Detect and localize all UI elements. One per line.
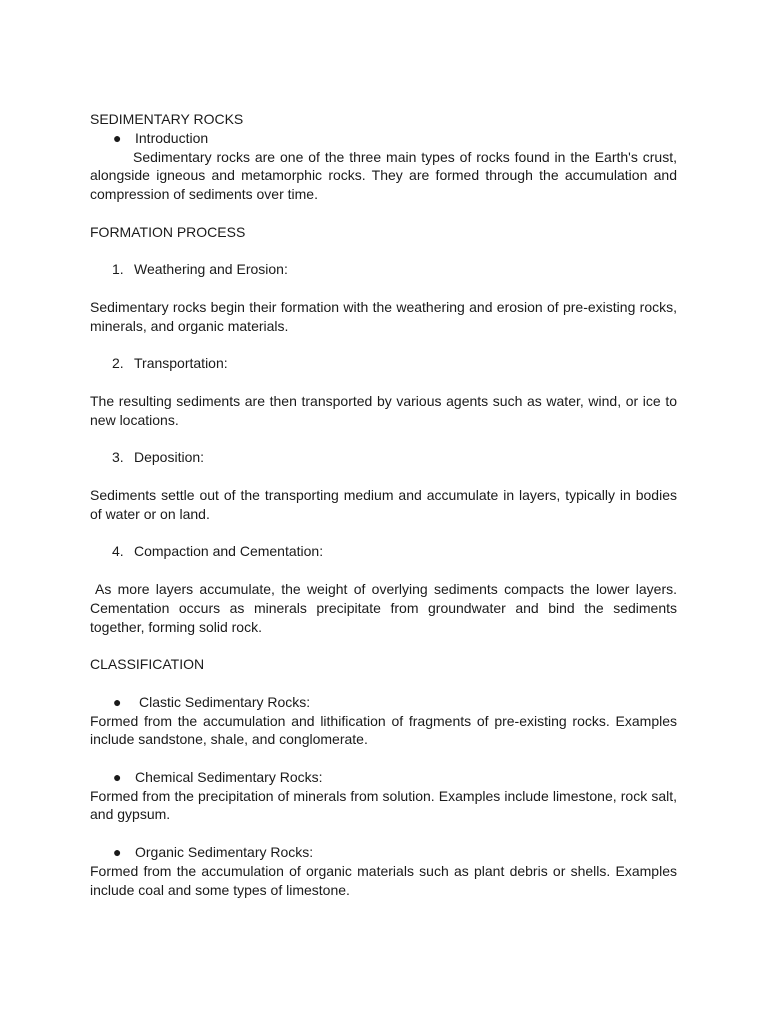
step-paragraph: As more layers accumulate, the weight of overlying sediments compacts the lower layers. Cementation occurs as minerals precipitate from groundwater and bind the sediments together, forming solid rock. bbox=[90, 580, 677, 635]
formation-heading: FORMATION PROCESS bbox=[90, 223, 246, 240]
step-title bbox=[90, 542, 677, 561]
step-title bbox=[90, 260, 677, 279]
class-item-paragraph: Formed from the accumulation of organic materials such as plant debris or shells. Examples include coal and some types of limestone. bbox=[90, 862, 677, 898]
bullet-icon: ● bbox=[113, 768, 122, 785]
step-paragraph: The resulting sediments are then transported by various agents such as water, wind, or ice to new locations. bbox=[90, 392, 677, 428]
step-number: 3. bbox=[112, 449, 124, 466]
bullet-icon: ● bbox=[113, 844, 122, 861]
class-item-title bbox=[90, 768, 677, 787]
step-label: Weathering and Erosion: bbox=[134, 261, 288, 278]
step-title bbox=[90, 354, 677, 373]
document-body bbox=[90, 110, 677, 899]
step-label: Transportation: bbox=[134, 355, 228, 372]
step-number: 2. bbox=[112, 355, 124, 372]
class-item-title bbox=[90, 693, 677, 712]
intro-paragraph: Sedimentary rocks are one of the three main types of rocks found in the Earth's crust, alongside igneous and metamorphic rocks. They are formed through the accumulation and compression of sediments over time. bbox=[90, 148, 677, 203]
step-number: 4. bbox=[112, 543, 124, 560]
intro-label: Introduction bbox=[135, 129, 209, 146]
step-title bbox=[90, 448, 677, 467]
page-title: SEDIMENTARY ROCKS bbox=[90, 111, 244, 127]
class-item-paragraph: Formed from the precipitation of minerals from solution. Examples include limestone, rock salt, and gypsum. bbox=[90, 787, 677, 823]
step-paragraph: Sediments settle out of the transporting medium and accumulate in layers, typically in bodies of water or on land. bbox=[90, 486, 677, 522]
step-label: Compaction and Cementation: bbox=[134, 543, 324, 560]
intro-bullet-item bbox=[90, 129, 677, 148]
step-paragraph: Sedimentary rocks begin their formation with the weathering and erosion of pre-existing rocks, minerals, and organic materials. bbox=[90, 298, 677, 334]
class-item-paragraph: Formed from the accumulation and lithification of fragments of pre-existing rocks. Examples include sandstone, shale, and conglomerate. bbox=[90, 712, 677, 748]
bullet-icon: ● bbox=[113, 693, 122, 710]
classification-heading: CLASSIFICATION bbox=[90, 656, 205, 673]
step-number: 1. bbox=[112, 261, 124, 278]
class-item-title bbox=[90, 843, 677, 862]
step-label: Deposition: bbox=[134, 449, 205, 466]
class-item-label: Chemical Sedimentary Rocks: bbox=[135, 768, 323, 785]
bullet-icon: ● bbox=[113, 129, 122, 146]
class-item-label: Clastic Sedimentary Rocks: bbox=[139, 693, 311, 710]
class-item-label: Organic Sedimentary Rocks: bbox=[135, 844, 314, 861]
